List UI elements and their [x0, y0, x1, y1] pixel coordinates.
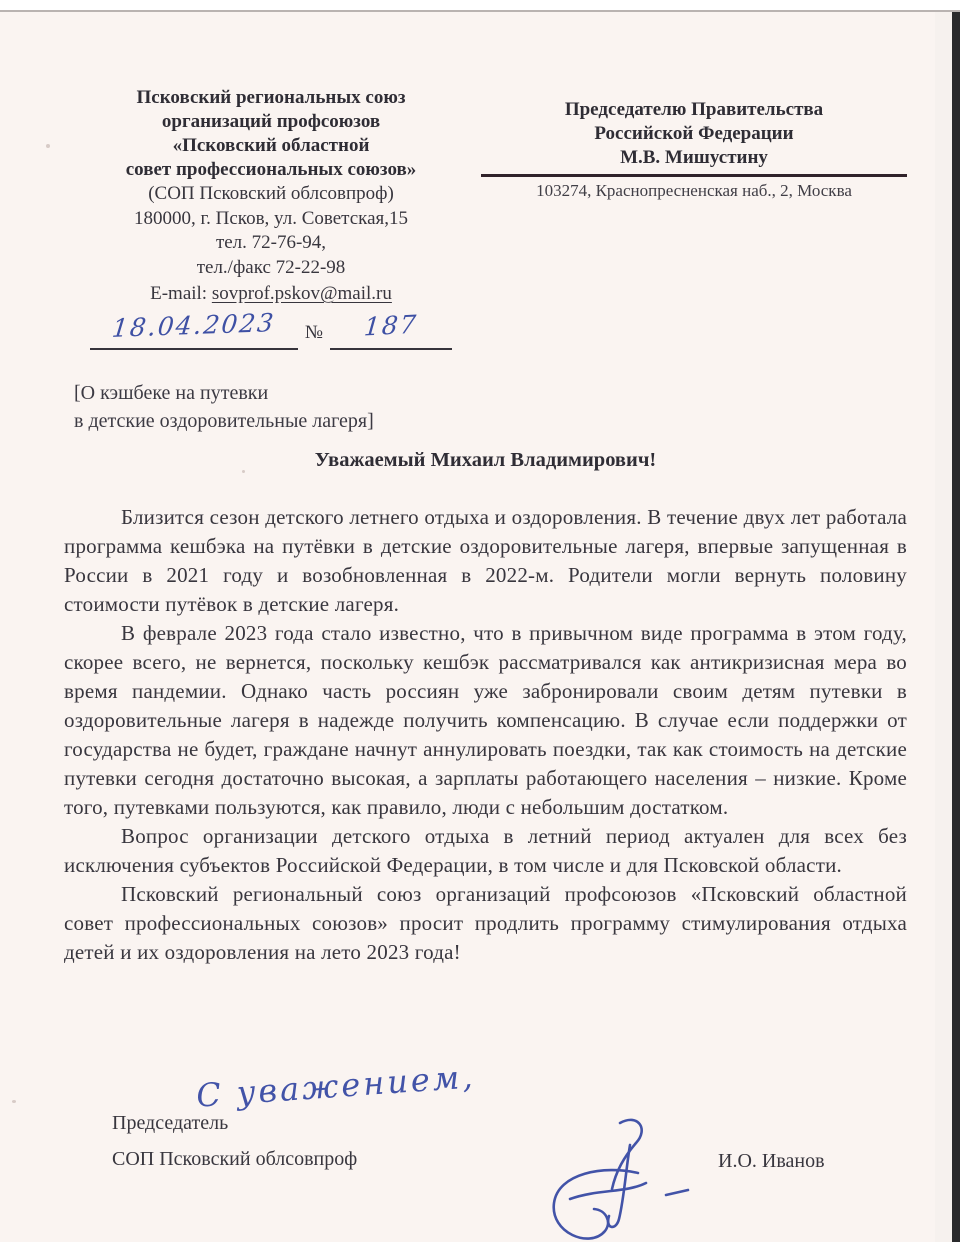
signer-position-line: Председатель	[112, 1112, 229, 1134]
number-underline	[330, 309, 452, 350]
paragraph: Вопрос организации детского отдыха в летний период актуален для всех без исключения субъектов Российской Федерации, в том числе и для Псковской области.	[64, 824, 907, 877]
sender-email-link[interactable]: sovprof.pskov@mail.ru	[211, 283, 392, 304]
registration-line	[70, 307, 472, 350]
recipient-title-line: Российской Федерации	[594, 123, 794, 144]
paragraph: Близится сезон детского летнего отдыха и оздоровления. В течение двух лет работала программа кешбэка на путёвки в детские оздоровительные лагеря, впервые запущенная в России в 2021 году и возобновленная в 2022-м. Родители могли вернуть половину стоимости путёвок в детские лагеря.	[64, 505, 907, 616]
subject-block	[74, 379, 374, 435]
letter-body	[64, 503, 907, 967]
date-underline	[90, 307, 298, 350]
scan-right-shadow	[952, 12, 960, 1242]
sender-name-line: Псковский региональных союз	[136, 87, 406, 108]
paragraph: В феврале 2023 года стало известно, что в привычном виде программа в этом году, скорее всего, не вернется, поскольку кешбэк рассматривался как антикризисная мера во время пандемии. Однако часть россиян уже забронировали своим детям путевки в оздоровительные лагеря в надежде получить компенсацию. В случае если поддержки от государства не будет, граждане начнут аннулировать поездки, так как стоимость на детские путевки сегодня достаточно высокая, а зарплаты работающего населения – низкие. Кроме того, путевками пользуются, как правило, люди с небольшим достатком.	[64, 621, 907, 819]
sender-name-line: «Псковский областной	[172, 135, 370, 156]
paragraph: Псковский региональный союз организаций профсоюзов «Псковский областной совет профессиональных союзов» просит продлить программу стимулирования отдыха детей и их оздоровления на лето 2023 года!	[64, 882, 907, 964]
salutation: Уважаемый Михаил Владимирович!	[314, 449, 657, 471]
sender-name-line: организаций профсоюзов	[161, 111, 381, 132]
email-label: E-mail:	[150, 283, 212, 304]
subject-line: [О кэшбеке на путевки	[74, 382, 269, 404]
signer-position-line: СОП Псковский облсовпроф	[112, 1148, 358, 1170]
sender-block	[70, 86, 472, 350]
sender-name-line: совет профессиональных союзов»	[125, 159, 417, 180]
scan-right-margin	[935, 12, 952, 1242]
signature-scribble	[542, 1115, 712, 1243]
sender-phone: тел. 72-76-94,	[215, 232, 327, 253]
number-sign: №	[304, 322, 324, 343]
recipient-name-line: М.В. Мишустину	[620, 147, 768, 168]
recipient-title-line: Председателю Правительства	[564, 99, 824, 120]
sender-fax: тел./факс 72-22-98	[196, 256, 346, 278]
recipient-divider-rule	[481, 174, 907, 177]
scan-speckle	[46, 144, 50, 148]
handwritten-closing: С уважением,	[195, 1057, 477, 1115]
signer-name: И.О. Иванов	[718, 1150, 825, 1172]
scan-speckle	[12, 1100, 16, 1103]
sender-address: 180000, г. Псков, ул. Советская,15	[134, 207, 408, 229]
recipient-address: 103274, Краснопресненская наб., 2, Москва	[536, 181, 852, 200]
scanned-letter-page	[0, 12, 960, 1242]
handwritten-date: 18.04.2023	[110, 307, 278, 343]
sender-email-line	[70, 282, 472, 307]
sender-abbrev: (СОП Псковский облсовпроф)	[148, 183, 394, 204]
handwritten-number: 187	[363, 309, 420, 341]
subject-line: в детские оздоровительные лагеря]	[74, 410, 374, 432]
scanner-top-margin	[0, 0, 960, 10]
recipient-block	[481, 98, 907, 201]
